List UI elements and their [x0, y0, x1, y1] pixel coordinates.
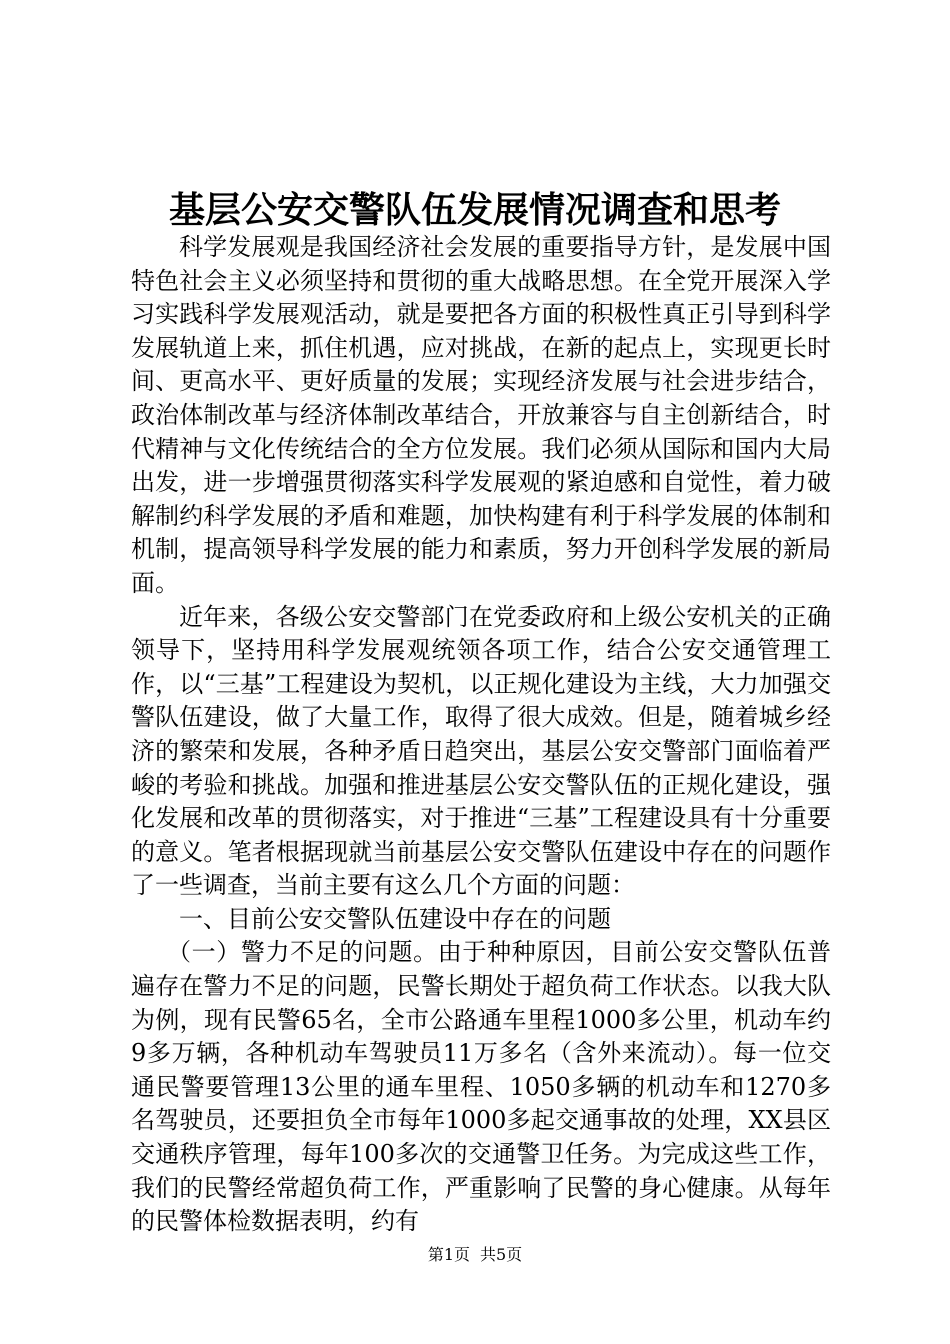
paragraph-2: 近年来，各级公安交警部门在党委政府和上级公安机关的正确领导下，坚持用科学发展观统领各项工作，结合公安交通管理工作，以“三基”工程建设为契机，以正规化建设为主线，大力加强交警队伍建设，做了大量工作，取得了很大成效。但是，随着城乡经济的繁荣和发展，各种矛盾日趋突出，基层公安交警部门面临着严峻的考验和挑战。加强和推进基层公安交警队伍的正规化建设，强化发展和改革的贯彻落实，对于推进“三基”工程建设具有十分重要的意义。笔者根据现就当前基层公安交警队伍建设中存在的问题作了一些调查，当前主要有这么几个方面的问题：	[131, 602, 831, 900]
paragraph-1: 科学发展观是我国经济社会发展的重要指导方针，是发展中国特色社会主义必须坚持和贯彻的重大战略思想。在全党开展深入学习实践科学发展观活动，就是要把各方面的积极性真正引导到科学发展轨道上来，抓住机遇，应对挑战，在新的起点上，实现更长时间、更高水平、更好质量的发展；实现经济发展与社会进步结合，政治体制改革与经济体制改革结合，开放兼容与自主创新结合，时代精神与文化传统结合的全方位发展。我们必须从国际和国内大局出发，进一步增强贯彻落实科学发展观的紧迫感和自觉性，着力破解制约科学发展的矛盾和难题，加快构建有利于科学发展的体制和机制，提高领导科学发展的能力和素质，努力开创科学发展的新局面。	[131, 233, 831, 597]
document-title: 基层公安交警队伍发展情况调查和思考	[168, 189, 781, 231]
document-body	[131, 231, 831, 1239]
section-heading: 一、目前公安交警队伍建设中存在的问题	[179, 904, 611, 933]
subsection-paragraph: （一）警力不足的问题。由于种种原因，目前公安交警队伍普遍存在警力不足的问题，民警长期处于超负荷工作状态。以我大队为例，现有民警65名，全市公路通车里程1000多公里，机动车约9多万辆，各种机动车驾驶员11万多名（含外来流动）。每一位交通民警要管理13公里的通车里程、1050多辆的机动车和1270多名驾驶员，还要担负全市每年1000多起交通事故的处理，XX县区交通秩序管理，每年100多次的交通警卫任务。为完成这些工作，我们的民警经常超负荷工作，严重影响了民警的身心健康。从每年的民警体检数据表明，约有	[131, 938, 831, 1236]
page-footer	[0, 1244, 950, 1266]
page-total: 共5页	[480, 1245, 523, 1264]
page-number: 第1页	[427, 1245, 470, 1264]
